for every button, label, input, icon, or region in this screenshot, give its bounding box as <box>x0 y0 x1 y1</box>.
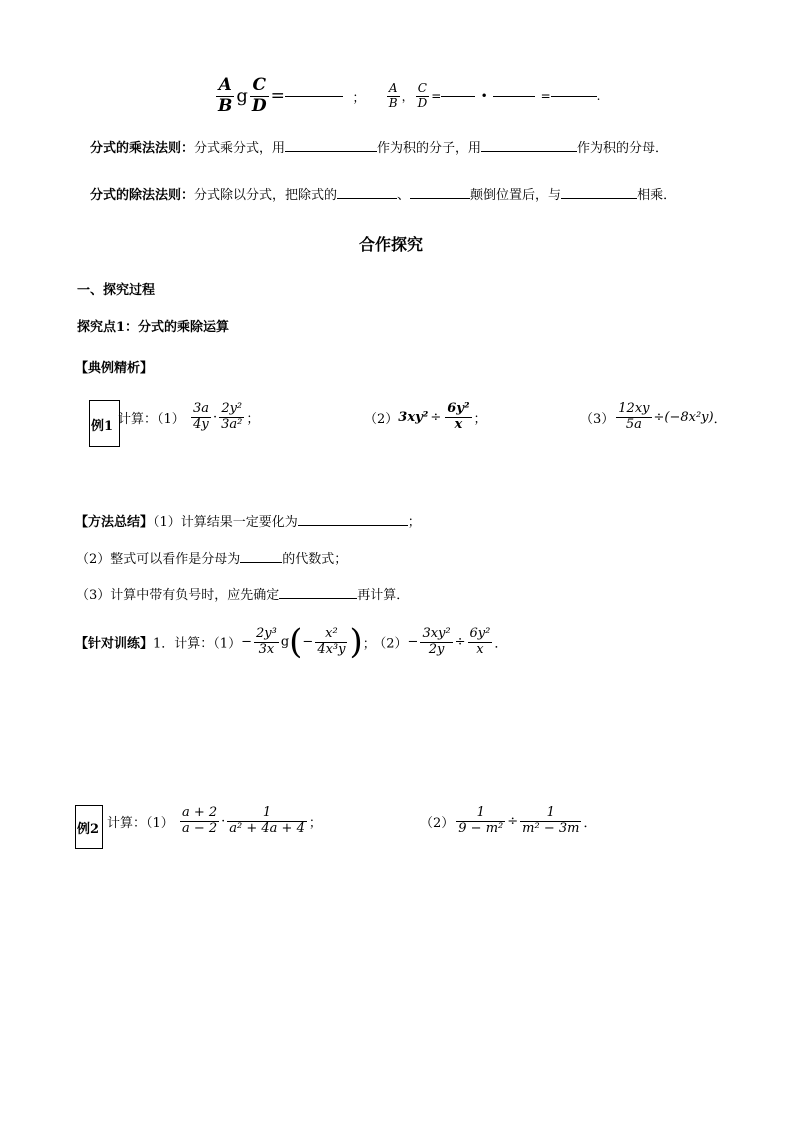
calc-label: 计算： <box>118 411 158 427</box>
divide-sign: ÷ <box>430 409 442 425</box>
semicolon: ； <box>308 815 322 831</box>
semicolon: ； <box>362 636 376 652</box>
frac-num: A <box>387 82 400 97</box>
method-text: 的代数式； <box>282 552 348 567</box>
mul-rule-text: 作为积的分母． <box>577 141 669 156</box>
frac-den: 4y <box>193 416 209 432</box>
frac-den: B <box>218 95 233 116</box>
example1-label: 例1 <box>91 419 114 434</box>
example1-problems: 计算：（1） $\frac{3a}{4y}$ · $\frac{\text{2y²}}{\text{3a²}}$ ； <box>118 401 260 432</box>
equals: = <box>540 89 551 104</box>
div-rule-text: 相乘． <box>637 188 677 203</box>
blank-div-1 <box>441 95 475 97</box>
blank-sign <box>279 597 357 599</box>
frac-den: 3a² <box>221 416 243 432</box>
frac-num: 12xy <box>618 401 650 416</box>
example2-problem2: （2） $\frac{1}{\text{9 − m²}}$ ÷ $\frac{1}{\text{m² − 3m}}$ ． <box>420 805 597 836</box>
blank-multiplier <box>561 197 637 199</box>
frac-num: 1 <box>227 806 307 822</box>
separator: 、 <box>397 188 411 203</box>
semicolon: ； <box>352 90 366 106</box>
frac-den: 5a <box>625 416 642 432</box>
div-rule-text: 分式除以分式，把除式的 <box>194 188 338 203</box>
method-line2 <box>76 548 347 567</box>
frac-num: C <box>250 76 269 97</box>
semicolon: ； <box>407 515 421 530</box>
frac-den: x <box>476 641 484 657</box>
frac-den: 9 − m² <box>458 820 504 836</box>
frac-num: x² <box>315 627 347 643</box>
blank-mul-result <box>285 95 343 97</box>
period: ． <box>583 815 597 831</box>
mul-rule-title: 分式的乘法法则： <box>90 141 195 156</box>
problem-number: （1） <box>213 636 242 652</box>
method-line1 <box>75 511 421 530</box>
ex1-q2-term: 3xy² <box>398 409 429 425</box>
frac-num: 3a <box>192 401 209 416</box>
frac-den: a² + 4a + 4 <box>229 820 305 836</box>
example1-problem3 <box>580 402 727 433</box>
practice-a-frac1 <box>254 627 279 658</box>
div-rule-title: 分式的除法法则： <box>90 188 195 203</box>
frac-den: 3x <box>258 641 275 657</box>
example2-problem1: 计算：（1） $\frac{a + 2}{a - 2}$ · $\frac{1}{\text{a² + 4a + 4}}$ ； <box>107 805 322 836</box>
paren-left: ( <box>289 622 303 662</box>
frac-num: 1 <box>456 806 505 822</box>
part-heading: 一、探究过程 <box>77 283 156 298</box>
frac-num: C <box>416 82 430 97</box>
mul-rule-text: 作为积的分子，用 <box>377 141 482 156</box>
blank-div-2 <box>493 95 535 97</box>
frac-den: x <box>454 416 463 432</box>
blank-denominator <box>481 150 577 152</box>
semicolon: ； <box>473 411 487 427</box>
period: ． <box>494 636 508 652</box>
div-rule-text: 颠倒位置后，与 <box>470 188 562 203</box>
frac-den: 2y <box>428 641 445 657</box>
dot: • <box>480 89 488 104</box>
mul-rule-text: 分式乘分式，用 <box>194 141 286 156</box>
method-text: （1）计算结果一定要化为 <box>153 515 298 530</box>
example-analysis-heading: 【典例精析】 <box>75 361 154 376</box>
problem-number: （2） <box>420 815 455 831</box>
ex1-q3-frac <box>616 402 651 433</box>
frac-num: 2y² <box>219 402 244 418</box>
ex1-q1-frac2 <box>219 402 244 433</box>
div-rule <box>90 184 676 203</box>
ex1-q1-frac1 <box>191 402 211 433</box>
frac-num: 1 <box>520 806 581 822</box>
section-title: 合作探究 <box>359 235 424 254</box>
ex1-q2-frac <box>445 402 471 433</box>
blank-div-3 <box>551 95 597 97</box>
equals: = <box>270 86 285 107</box>
frac-num: 2y³ <box>255 625 277 641</box>
problem-number: （3） <box>580 411 615 427</box>
problem-number: （1） <box>146 815 174 831</box>
frac-num: 6y² <box>469 625 491 641</box>
ex2-q2-frac1 <box>456 806 505 837</box>
ex2-q1-frac2 <box>227 806 307 837</box>
practice-lead: 1．计算： <box>153 636 214 652</box>
calc-label: 计算： <box>107 815 147 831</box>
frac-num: 3xy² <box>422 625 451 641</box>
method-line3 <box>76 584 409 603</box>
ex1-q3-rest: ÷(−8x²y) <box>653 409 714 425</box>
frac-num: a + 2 <box>181 805 218 820</box>
example1-problem2 <box>364 402 487 433</box>
practice-b-frac1 <box>420 627 452 658</box>
period: . <box>596 89 601 104</box>
frac-num: 6y² <box>447 401 470 416</box>
comma: ， <box>401 89 414 104</box>
practice-b-frac2 <box>468 627 493 658</box>
frac-den: a − 2 <box>181 820 218 836</box>
mul-rule <box>90 137 668 156</box>
mul-g: g <box>236 85 248 107</box>
blank-div-denominator <box>410 197 470 199</box>
formula-line <box>214 76 600 116</box>
period: ． <box>713 411 727 427</box>
frac-num: A <box>216 76 234 97</box>
blank-simplest <box>298 524 408 526</box>
problem-number: （2） <box>364 411 399 427</box>
mul-frac-cd <box>250 76 269 116</box>
blank-denominator-one <box>240 561 282 563</box>
point-heading: 探究点1：分式的乘除运算 <box>77 320 230 335</box>
frac-den: m² − 3m <box>522 820 580 836</box>
div-frac-cd <box>416 82 430 111</box>
paren-right: ) <box>349 622 363 662</box>
frac-den: 4x³y <box>317 641 346 657</box>
semicolon: ； <box>246 411 260 427</box>
mul-frac-ab <box>216 76 234 116</box>
practice-title: 【针对训练】 <box>75 636 154 652</box>
frac-den: B <box>388 95 398 110</box>
ex2-q1-frac1 <box>180 806 219 837</box>
blank-div-numerator <box>337 197 397 199</box>
frac-den: D <box>251 95 267 116</box>
method-text: （3）计算中带有负号时，应先确定 <box>76 588 280 603</box>
method-text: （2）整式可以看作是分母为 <box>76 552 241 567</box>
method-text: 再计算． <box>357 588 410 603</box>
problem-number: （2） <box>379 636 408 652</box>
blank-numerator <box>285 150 377 152</box>
ex2-q2-frac2 <box>520 806 581 837</box>
practice-g: g <box>280 634 290 650</box>
div-frac-ab <box>387 82 400 111</box>
method-title: 【方法总结】 <box>75 515 154 530</box>
practice-line: 【针对训练】1．计算：（1）− $\frac{\text{2y³}}{3x}$ g(− $\frac{\text{x²}}{\text{4x³y}}$ )； （2）− $\frac{\text{3xy²}}{2y}$ ÷ $\frac{\text{6y²}}{x}$ ． <box>75 622 508 662</box>
equals: = <box>431 89 442 104</box>
example2-label: 例2 <box>77 822 100 837</box>
problem-number: （1） <box>157 411 185 427</box>
practice-a-frac2 <box>315 627 347 658</box>
frac-den: D <box>417 95 428 110</box>
